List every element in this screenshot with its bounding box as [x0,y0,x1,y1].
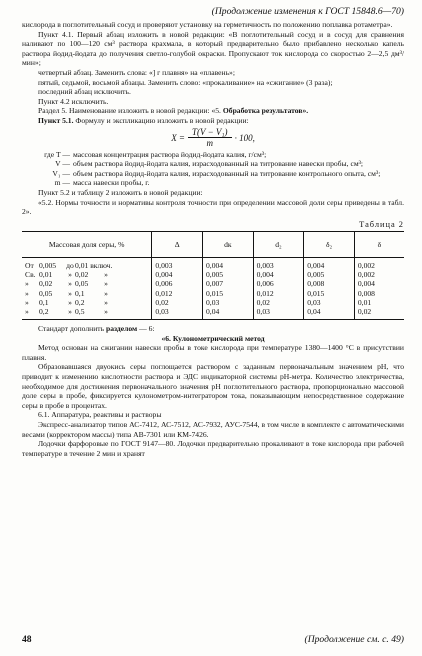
col-header-d2: d₂ [253,231,304,257]
para-s5 [22,106,404,116]
section-6-title: «6. Кулонометрический метод [161,333,265,343]
std-tail: — 6: [137,324,155,334]
para-s61-a: Экспресс-анализатор типов АС-7412, АС-7512, АС-7932, АУС-7544, в том числе в комплекте с автоматическими весами (корректором массы) типа АВ-7301 или КМ-7426. [22,420,404,439]
table-cell: 0,007 [203,279,254,288]
para-top: кислорода в поглотительный сосуд и проверяют установку на герметичность по положению поплавка ротаметра». [22,20,393,29]
table-cell: 0,015 [203,289,254,298]
table-caption: Таблица 2 [359,219,404,229]
s5-lead: Раздел 5. Наименование изложить в новой редакции: «5. [38,106,223,116]
para-std [22,324,404,334]
table-cell: 0,012 [152,289,203,298]
table-cell: 0,004 [203,257,254,270]
table-cell: 0,002 [354,270,404,279]
range-cell [22,307,152,320]
table-cell: 0,015 [304,289,355,298]
precision-table [22,231,404,320]
range-part: » [25,288,29,298]
range-part: 0,1 [39,297,49,307]
table-cell: 0,006 [152,279,203,288]
range-part: » [25,297,29,307]
table-cell: 0,02 [152,298,203,307]
range-part: 0,01 [39,270,53,280]
range-part: » [25,279,29,289]
para-p42: Пункт 4.2 исключить. [38,96,109,106]
table-cell: 0,004 [253,270,304,279]
table-row [22,298,404,307]
table-cell: 0,012 [253,289,304,298]
range-part: 0,05 [75,279,89,289]
page-number: 48 [22,634,32,645]
range-part: » [68,288,72,298]
def-v1-text: объем раствора йодид-йодата калия, израсходованный на титрование контрольного опыта, см³; [73,168,381,178]
table-cell: 0,003 [253,257,304,270]
formula-factor: · 100, [234,132,255,143]
range-part: 0,005 [39,260,57,270]
range-part: до [66,260,74,270]
table-cell: 0,004 [304,257,355,270]
s5-title: Обработка результатов». [222,106,309,116]
table-cell: 0,02 [253,298,304,307]
range-part: 0,2 [39,306,49,316]
table-cell: 0,04 [203,307,254,320]
def-t-text: массовая концентрация раствора йодид-йодата калия, г/см³; [73,149,267,159]
running-header: (Продолжение изменения к ГОСТ 15848.6—70) [211,6,404,17]
table-cell: 0,004 [152,270,203,279]
para-p41-5: пятый, седьмой, восьмой абзацы. Заменить слово: «прокаливание» на «сжигание» (3 раза); [38,77,333,87]
para-s61: 6.1. Аппаратура, реактивы и растворы [38,410,162,420]
range-cell [22,270,152,279]
def-v1-sym: V₁ — [52,168,70,178]
table-cell: 0,01 [354,298,404,307]
def-m-text: масса навески пробы, г. [73,178,150,188]
range-part: 0,05 [39,288,53,298]
formula-definitions [22,150,404,188]
table-cell: 0,003 [152,257,203,270]
col-header-c2: δ₂ [304,231,355,257]
range-part: » [68,270,72,280]
def-m-sym: m — [54,178,70,188]
formula [22,127,404,149]
range-part: » [68,306,72,316]
def-v-sym: V — [55,159,70,169]
range-part: 0,2 [75,297,85,307]
def-t-sym: где T — [44,149,70,159]
range-cell [22,257,152,270]
col-header-dk: dк [203,231,254,257]
range-part: » [68,297,72,307]
para-s6-1: Метод основан на сжигании навески пробы в токе кислорода при температуре 1380—1400 °С в присутствии плавня. [22,343,404,362]
range-part: 0,02 [39,279,53,289]
range-part: » [104,279,108,289]
range-part: 0,01 включ. [75,260,113,270]
table-cell: 0,04 [304,307,355,320]
para-s6-2: Образовавшаяся двуокись серы поглощается раствором с заданным первоначальным значением рН, что приводит к изменению кислотности раствора и ЭДС индикаторной системы рН-метра. Количество электричества, необходимое для достижения первоначального значения рН поглотительного раствора, пропорционально массовой доле серы в пробе, фиксируется кулонометром-интегратором тока, показывающим непосредственное содержание серы в пробе в процентах. [22,362,404,410]
range-part: » [25,306,29,316]
table-cell: 0,002 [354,257,404,270]
table-cell: 0,008 [304,279,355,288]
p51-rest: Формулу и экспликацию изложить в новой редакции: [75,115,249,125]
table-row [22,289,404,298]
table-cell: 0,03 [304,298,355,307]
table-cell: 0,004 [354,279,404,288]
table-cell: 0,008 [354,289,404,298]
table-cell: 0,02 [354,307,404,320]
col-header-delta: Δ [152,231,203,257]
table-row [22,307,404,320]
para-p52: Пункт 5.2 и таблицу 2 изложить в новой редакции: [38,187,203,197]
range-part: » [104,297,108,307]
std-bold: разделом [105,324,138,334]
table-cell: 0,03 [203,298,254,307]
std-lead: Стандарт дополнить [38,324,106,334]
col-header-4: δ [354,231,404,257]
table-cell: 0,03 [152,307,203,320]
table-cell: 0,006 [253,279,304,288]
para-p41: Пункт 4.1. Первый абзац изложить в новой редакции: «В поглотительный сосуд и в сосуд для сравнения наливают по 100—120 см³ раствора крахмала, в который предварительно было прибавлено несколько капель раствора йодид-йодата до получения светло-голубой окраски. Пропускают ток кислорода со скоростью 2—2,5 дм³/мин»; [22,29,404,68]
para-p41-last: последний абзац исключить. [38,87,131,97]
formula-numerator: T(V − V₁) [188,127,232,138]
range-cell [22,298,152,307]
para-p52-quote: «5.2. Нормы точности и нормативы контроля точности при определении массовой доли серы приведены в табл. 2». [22,197,404,217]
range-part: Св. [25,270,36,280]
def-v-text: объем раствора йодид-йодата калия, израсходованный на титрование навески пробы, см³; [73,159,364,169]
range-part: 0,1 [75,288,85,298]
para-s61-b: Лодочки фарфоровые по ГОСТ 9147—80. Лодочки предварительно прокаливают в токе кислорода при рабочей температуре в течение 2 мин и хранят [22,439,404,458]
para-p51 [22,116,404,126]
table-cell: 0,03 [253,307,304,320]
table-body [22,257,404,319]
range-part: 0,5 [75,306,85,316]
range-part: » [104,306,108,316]
p51-lead: Пункт 5.1. [38,115,76,125]
col-header-mass-fraction: Массовая доля серы, % [22,231,152,257]
range-part: » [68,279,72,289]
continuation-note: (Продолжение см. с. 49) [304,634,404,645]
formula-lhs: X = [171,132,186,143]
table-row [22,270,404,279]
range-cell [22,289,152,298]
range-part: 0,02 [75,270,89,280]
range-cell [22,279,152,288]
table-row [22,257,404,270]
range-part: От [25,260,34,270]
formula-fraction [188,127,232,148]
range-part: » [104,288,108,298]
para-p41-4: четвертый абзац. Заменить слова: «] г плавня» на «плавень»; [38,67,235,77]
table-cell: 0,005 [203,270,254,279]
table-cell: 0,005 [304,270,355,279]
range-part: » [104,270,108,280]
table-row [22,279,404,288]
formula-denominator: m [206,138,214,149]
